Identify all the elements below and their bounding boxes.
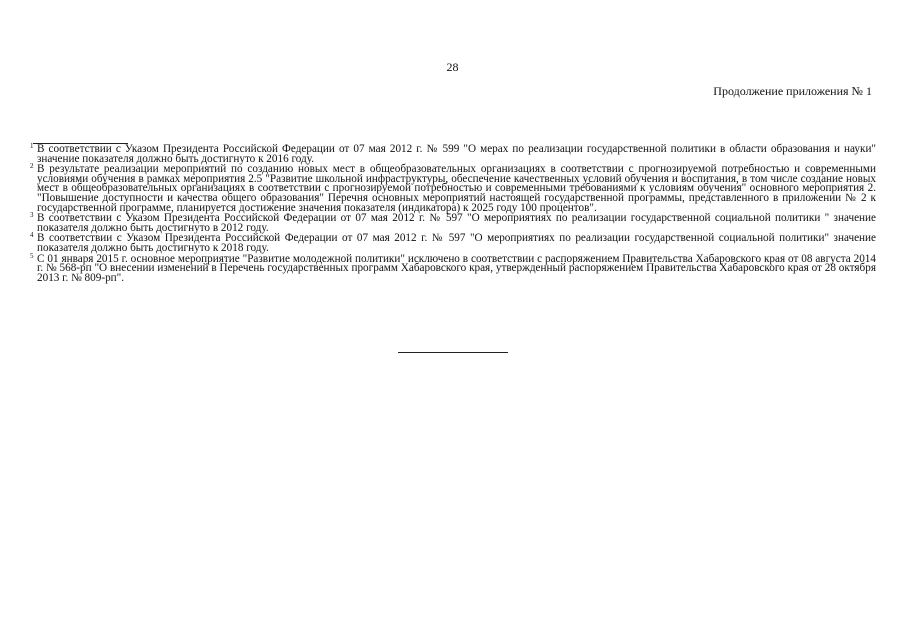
footnote-marker: 1: [30, 142, 34, 150]
footnote-text: С 01 января 2015 г. основное мероприятие "Развитие молодежной политики" исключено в соответствии с распоряжением Правительства Хабаровского края от 08 августа 2014 г. № 568-рп "О внесении изменений в Перечень государственных программ Хабаровского края, утвержденный распоряжением Правительства Хабаровского края от 28 октября 2013 г. № 809-рп".: [37, 252, 876, 284]
footnote-1: [30, 142, 876, 165]
footnote-2: [30, 162, 876, 214]
footnote-text: В соответствии с Указом Президента Российской Федерации от 07 мая 2012 г. № 599 "О мерах по реализации государственной политики в области образования и науки" значение показателя должно быть достигнуто к 2016 году.: [37, 143, 876, 165]
footnote-text: В результате реализации мероприятий по созданию новых мест в общеобразовательных организациях в соответствии с прогнозируемой потребностью и современными условиями обучения в рамках мероприятия 2.5 "Развитие школьной инфраструктуры, обеспечение качественных условий обучения и воспитания, в том числе создание новых мест в общеобразовательных организациях в соответствии с прогнозируемой потребностью и современными требованиями к условиям обучения" основного мероприятия 2. "Повышение доступности и качества общего образования" Перечня основных мероприятий настоящей государственной программы, представленного в приложении № 2 к государственной программе, планируется достижение значения показателя (индикатора) к 2025 году 100 процентов".: [37, 163, 876, 214]
footnote-5: [30, 251, 876, 284]
footnotes-block: [30, 142, 876, 284]
end-of-document-rule: [398, 352, 508, 353]
footnote-text: В соответствии с Указом Президента Российской Федерации от 07 мая 2012 г. № 597 "О мероприятиях по реализации государственной социальной политики" значение показателя должно быть достигнуто к 2018 году.: [37, 232, 876, 254]
appendix-continuation-label: Продолжение приложения № 1: [713, 84, 872, 98]
footnote-marker: 5: [30, 251, 34, 260]
footnote-marker: 2: [30, 162, 34, 171]
footnote-marker: 3: [30, 211, 34, 220]
page-number: 28: [446, 60, 459, 74]
footnote-text: В соответствии с Указом Президента Российской Федерации от 07 мая 2012 г. № 597 "О мероприятиях по реализации государственной социальной политики " значение показателя должно быть достигнуто в 2012 году.: [37, 212, 876, 234]
footnote-3: [30, 211, 876, 234]
footnote-4: [30, 231, 876, 254]
footnote-marker: 4: [30, 231, 34, 240]
